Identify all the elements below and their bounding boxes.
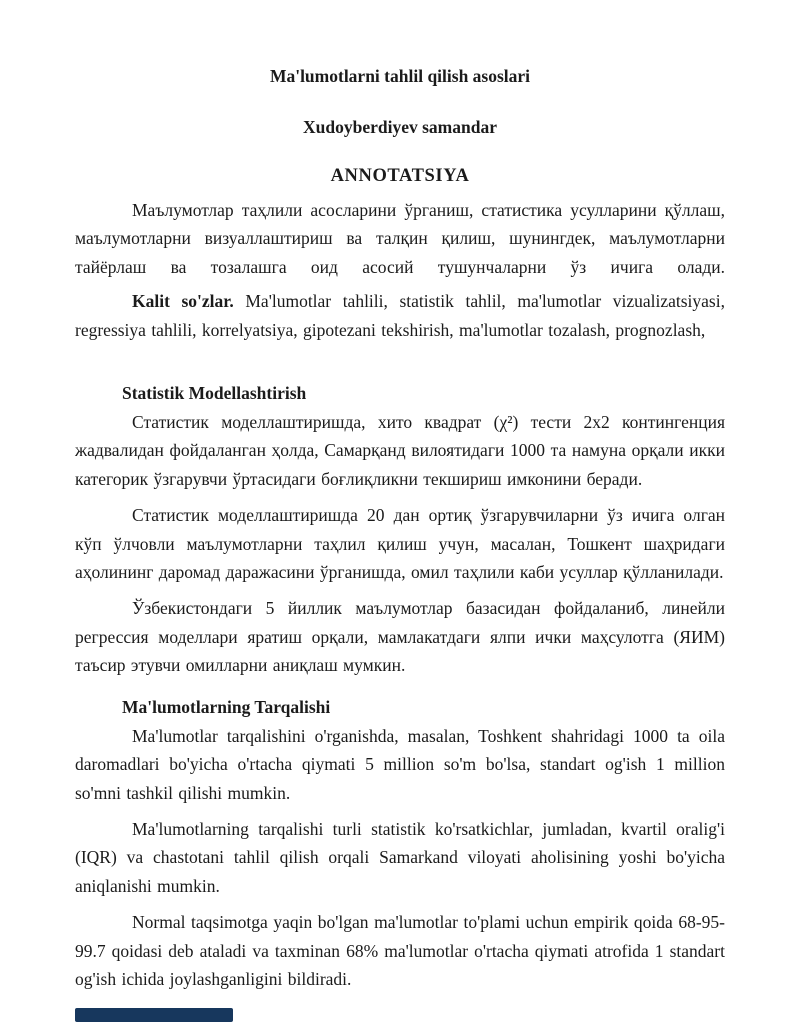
highlight-bar [75,1008,233,1022]
section-heading-malumotlarning-tarqalishi: Ma'lumotlarning Tarqalishi [122,696,331,717]
section1-paragraph-3: Ўзбекистондаги 5 йиллик маълумотлар базасидан фойдаланиб, линейли регрессия моделлари яратиш орқали, мамлакатдаги ялпи ички маҳсулотга (ЯИМ) таъсир этувчи омилларни аниқлаш мумкин. [75,598,725,676]
section2-paragraph-2: Ma'lumotlarning tarqalishi turli statistik ko'rsatkichlar, jumladan, kvartil oralig'i (IQR) va chastotani tahlil qilish orqali Samarkand viloyati aholisining yoshi bo'yicha aniqlanishi mumkin. [75,818,725,896]
annotation-heading: ANNOTATSIYA [330,166,470,186]
section1-paragraph-2: Статистик моделлаштиришда 20 дан ортиқ ўзгарувчиларни ўз ичига олган кўп ўлчовли маълумотларни таҳлил қилиш учун, масалан, Тошкент шаҳридаги аҳолининг даромад даражасини ўрганишда, омил таҳлили каби усуллар қўлланилади. [75,505,725,583]
keywords-label: Kalit so'zlar. [132,291,234,312]
section2-paragraph-1: Ma'lumotlar tarqalishini o'rganishda, masalan, Toshkent shahridagi 1000 ta oila daromadlari bo'yicha o'rtacha qiymati 5 million so'm bo'lsa, standart og'ish 1 million so'mni tashkil qilishi mumkin. [75,725,725,803]
author-name: Xudoyberdiyev samandar [303,117,497,137]
section1-paragraph-1: Статистик моделлаштиришда, хито квадрат (χ²) тести 2x2 контингенция жадвалидан фойдаланган ҳолда, Самарқанд вилоятидаги 1000 та намуна орқали икки категорик ўзгарувчи ўртасидаги боғлиқликни текшириш имконини беради. [75,412,725,489]
page-title: Ma'lumotlarni tahlil qilish asoslari [269,66,531,86]
section2-paragraph-3: Normal taqsimotga yaqin bo'lgan ma'lumotlar to'plami uchun empirik qoida 68-95-99.7 qoidasi deb ataladi va taxminan 68% ma'lumotlar o'rtacha qiymati atrofida 1 standart og'ish ichida joylashganligini bildiradi. [75,912,725,989]
annotation-paragraph: Маълумотлар таҳлили асосларини ўрганиш, статистика усулларини қўллаш, маълумотларни визуаллаштириш ва талқин қилиш, шунингдек, маълумотларни тайёрлаш ва тозалашга оид асосий тушунчаларни ўз ичига олади. [75,200,725,277]
keywords-text: Ma'lumotlar tahlili, statistik tahlil, ma'lumotlar vizualizatsiyasi, regressiya tahlili, korrelyatsiya, gipotezani tekshirish, ma'lumotlar tozalash, prognozlash, [75,291,725,340]
keywords-paragraph [75,287,725,344]
section-heading-statistik-modellashtirish: Statistik Modellashtirish [122,383,307,404]
